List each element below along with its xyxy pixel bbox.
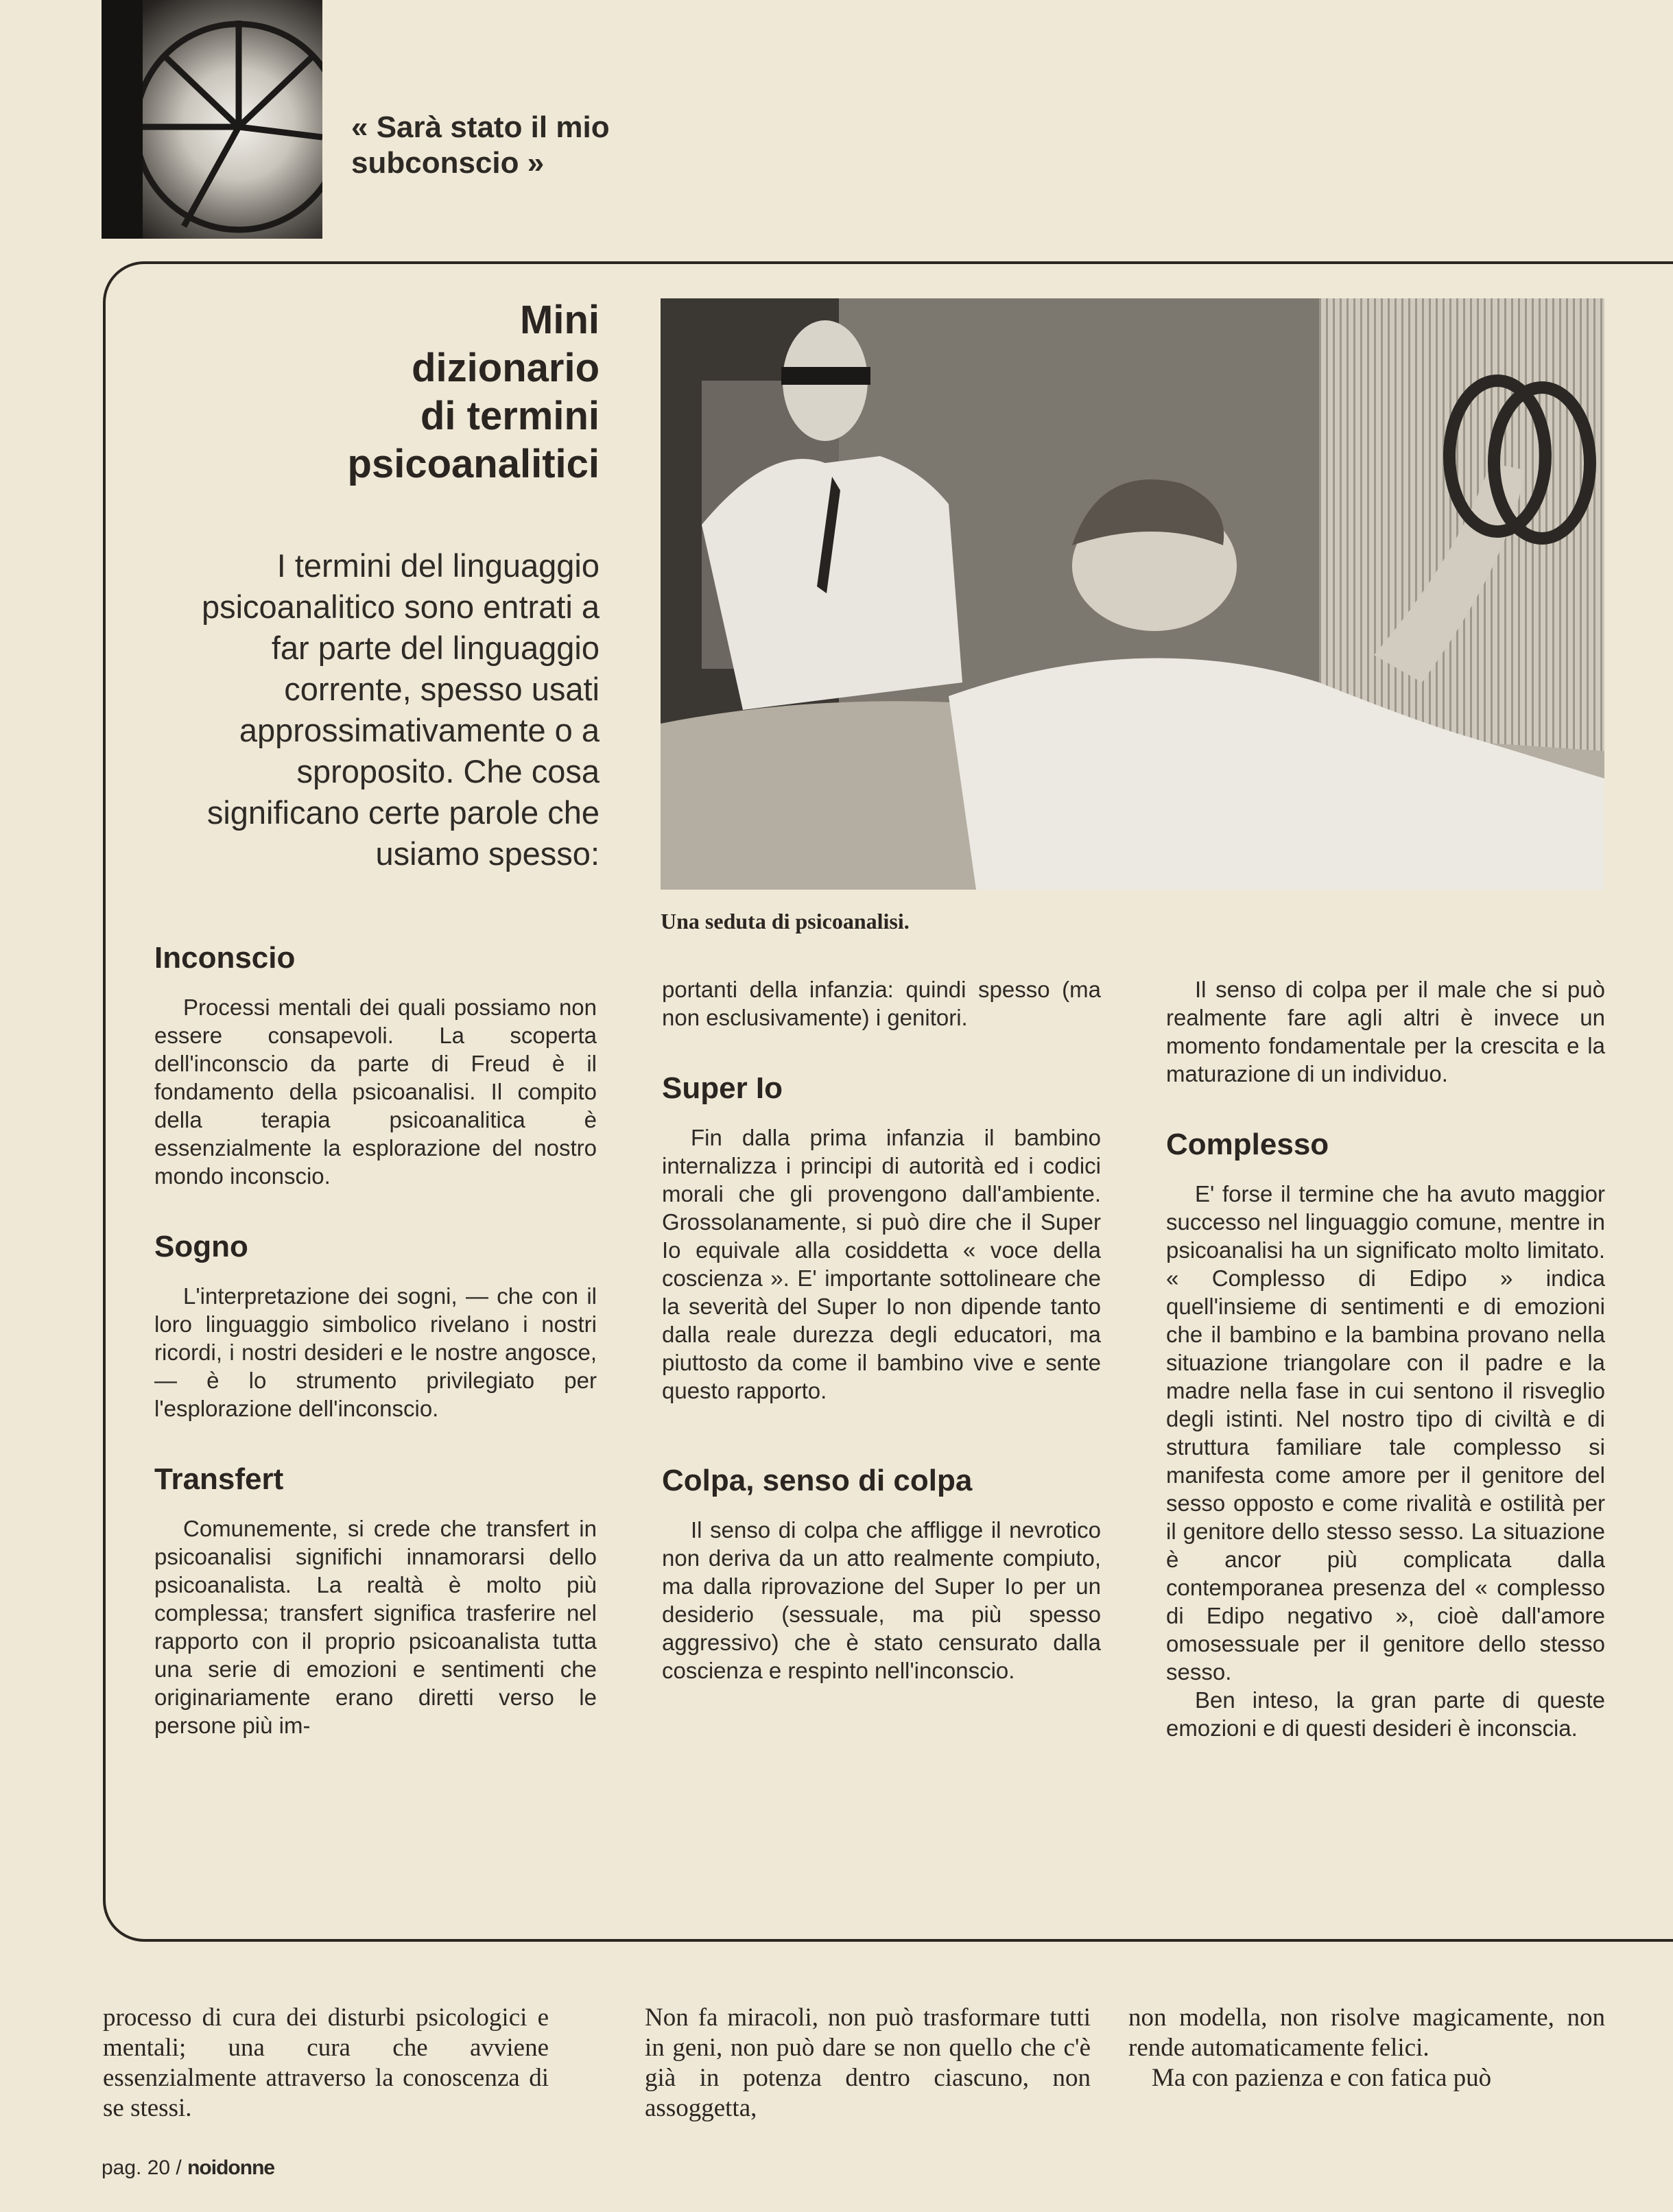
session-photo: [661, 298, 1604, 890]
kicker-quote: « Sarà stato il mio subconscio »: [351, 110, 610, 180]
continued-text: portanti della infanzia: quindi spesso (ma non esclusivamente) i genitori.: [662, 977, 1101, 1030]
window-photo: [102, 0, 322, 239]
magazine-brand: noidonne: [187, 2156, 275, 2179]
title-line: dizionario: [412, 346, 600, 390]
section-text-complesso-2: Ben inteso, la gran parte di queste emozioni e di questi desideri è inconscia.: [1166, 1687, 1605, 1741]
title-line: psicoanalitici: [347, 442, 600, 486]
spacer: [1166, 1088, 1605, 1126]
page-title: [226, 296, 600, 488]
page-number: pag. 20 /: [102, 2156, 188, 2179]
section-title-transfert: Transfert: [154, 1462, 284, 1496]
intro-paragraph: I termini del linguaggio psicoanalitico sono entrati a far parte del linguaggio corrente, spesso usati approssimativamente o a sproposito. Che cosa significano certe parole che usiamo spesso:: [201, 547, 600, 872]
window-photo-graphic: [102, 0, 322, 239]
continued-text: Il senso di colpa per il male che si può realmente fare agli altri è invece un momento fondamentale per la crescita e la maturazione di un individuo.: [1166, 977, 1605, 1086]
session-photo-graphic: [661, 298, 1604, 890]
section-text-super-io: Fin dalla prima infanzia il bambino internalizza i principi di autorità ed i codici morali che gli provengono dall'ambiente. Grossolanamente, si può dire che il Super Io equivale alla cosiddetta « voce della coscienza ». E' importante sottolineare che la severità del Super Io non dipende tanto dalla reale durezza degli educatori, ma piuttosto da come il bambino vive e sente questo rapporto.: [662, 1125, 1101, 1403]
section-text-colpa: Il senso di colpa che affligge il nevrotico non deriva da un atto realmente compiuto, ma dalla riprovazione del Super Io per un desiderio (sessuale, ma più spesso aggressivo) che è stato censurato dalla coscienza e respinto nell'inconscio.: [662, 1517, 1101, 1683]
bottom-text-3: [1128, 2003, 1605, 2093]
title-line: Mini: [520, 298, 600, 342]
title-line: di termini: [420, 394, 600, 438]
section-title-colpa: Colpa, senso di colpa: [662, 1464, 973, 1497]
column-2: [662, 975, 1101, 1685]
section-title-inconscio: Inconscio: [154, 941, 296, 975]
spacer: [154, 1423, 597, 1461]
photo-caption: Una seduta di psicoanalisi.: [661, 909, 910, 933]
section-title-complesso: Complesso: [1166, 1128, 1329, 1161]
spacer: [662, 1032, 1101, 1070]
section-text-transfert: Comunemente, si crede che transfert in psicoanalisi significhi innamorarsi dello psicoanalista. La realtà è molto più complessa; transfert significa trasferire nel rapporto con il proprio psicoanalista tutta una serie di emozioni e sentimenti che originariamente erano diretti verso le persone più im-: [154, 1516, 597, 1738]
column-3: [1166, 975, 1605, 1742]
section-text-sogno: L'interpretazione dei sogni, — che con il loro linguaggio simbolico rivelano i nostri ricordi, i nostri desideri e le nostre angosce, — è lo strumento privilegiato per l'esplorazione dell'inconscio.: [154, 1283, 597, 1421]
column-1: [154, 940, 597, 1739]
bottom-text-3a: non modella, non risolve magicamente, non rende automaticamente felici.: [1128, 2003, 1605, 2062]
bottom-text-2: Non fa miracoli, non può trasformare tutti in geni, non può dare se non quello che c'è già in potenza dentro ciascuno, non assoggetta,: [645, 2003, 1091, 2122]
bottom-text-3b: Ma con pazienza e con fatica può: [1152, 2064, 1492, 2092]
section-title-sogno: Sogno: [154, 1230, 248, 1263]
section-title-super-io: Super Io: [662, 1071, 783, 1105]
bottom-text-1: processo di cura dei disturbi psicologici e mentali; una cura che avviene essenzialmente attraverso la conoscenza di se stessi.: [103, 2003, 549, 2122]
section-text-inconscio: Processi mentali dei quali possiamo non essere consapevoli. La scoperta dell'inconscio da parte di Freud è il fondamento della psicoanalisi. Il compito della terapia psicoanalitica è essenzialmente la esplorazione del nostro mondo inconscio.: [154, 995, 597, 1189]
spacer: [154, 1190, 597, 1228]
section-text-complesso: E' forse il termine che ha avuto maggior successo nel linguaggio comune, mentre in psicoanalisi ha un significato molto limitato. « Complesso di Edipo » indica quell'insieme di sentimenti e di emozioni che il bambino e la bambina provano nella situazione triangolare con il padre e la madre nella fase in cui sentono il risveglio degli istinti. Nel nostro tipo di civiltà e di struttura familiare tale complesso si manifesta come amore per il genitore del sesso opposto e come rivalità e ostilità per il genitore dello stesso sesso. La situazione è ancor più complicata dalla contemporanea presenza del « complesso di Edipo negativo », cioè dall'amore omosessuale per il genitore dello stesso sesso.: [1166, 1181, 1605, 1685]
page-footer: [102, 2156, 274, 2180]
spacer: [662, 1405, 1101, 1462]
